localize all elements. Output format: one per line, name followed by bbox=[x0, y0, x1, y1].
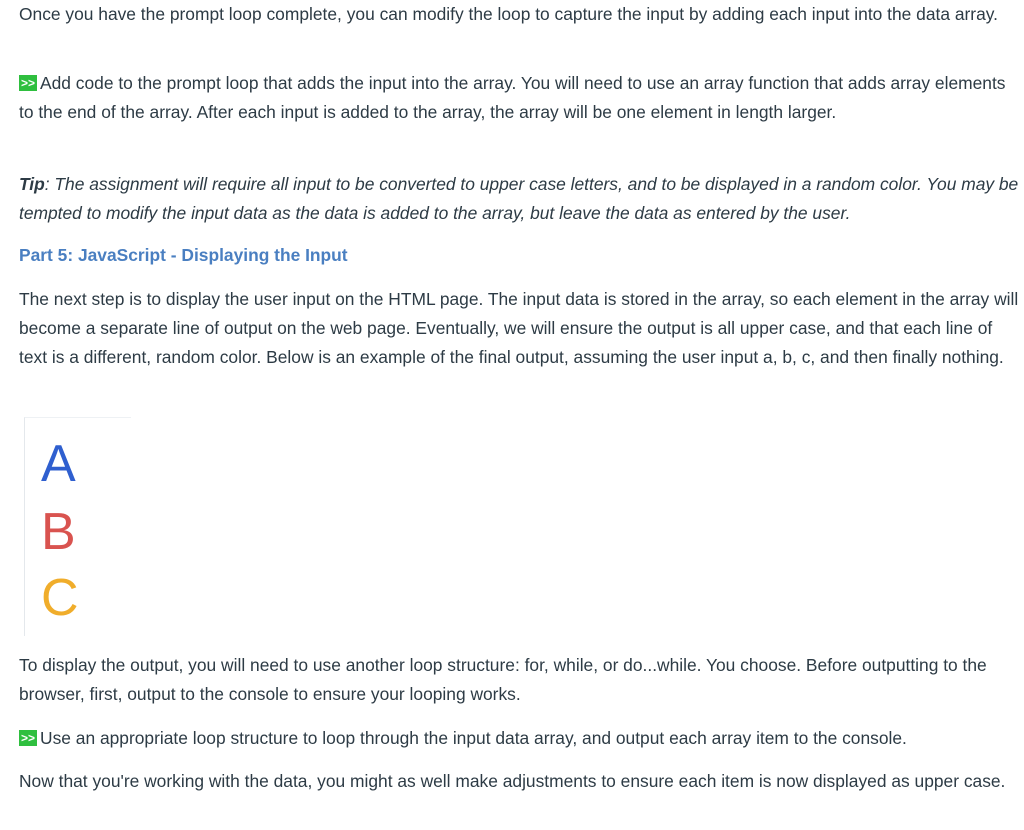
paragraph-upper-case: Now that you're working with the data, you might as well make adjustments to ensure each item is now displayed as upper case. bbox=[19, 771, 1006, 791]
section-heading: Part 5: JavaScript - Displaying the Input bbox=[19, 245, 348, 265]
paragraph-intro: Once you have the prompt loop complete, you can modify the loop to capture the input by adding each input into the data array. bbox=[19, 4, 999, 24]
paragraph-loop-structure: To display the output, you will need to use another loop structure: for, while, or do...while. You choose. Before outputting to the browser, first, output to the console to ensure your looping works. bbox=[19, 655, 987, 704]
example-letter-c: C bbox=[41, 569, 79, 627]
paragraph-display-input: The next step is to display the user input on the HTML page. The input data is stored in the array, so each element in the array will become a separate line of output on the web page. Eventually, we will ensure the output is all upper case, and that each line of text is a different, random color. Below is an example of the final output, assuming the user input a, b, c, and then finally nothing. bbox=[19, 289, 1019, 367]
paragraph-tip bbox=[19, 170, 1024, 228]
example-output-figure bbox=[24, 417, 131, 636]
paragraph-console-loop bbox=[19, 724, 1024, 753]
tip-text: : The assignment will require all input to be converted to upper case letters, and to be displayed in a random color. You may be tempted to modify the input data as the data is added to the array, but leave the data as entered by the user. bbox=[19, 174, 1019, 223]
paragraph-console-loop-text: Use an appropriate loop structure to loop through the input data array, and output each array item to the console. bbox=[40, 728, 907, 748]
paragraph-add-code bbox=[19, 69, 1024, 127]
action-marker-icon: >> bbox=[21, 731, 36, 745]
action-marker-icon: >> bbox=[21, 76, 36, 90]
paragraph-add-code-text: Add code to the prompt loop that adds the input into the array. You will need to use an array function that adds array elements to the end of the array. After each input is added to the array, the array will be one element in length larger. bbox=[19, 73, 1006, 122]
example-letter-a: A bbox=[41, 435, 76, 493]
example-letter-b: B bbox=[41, 503, 76, 561]
tip-label: Tip bbox=[19, 174, 45, 194]
